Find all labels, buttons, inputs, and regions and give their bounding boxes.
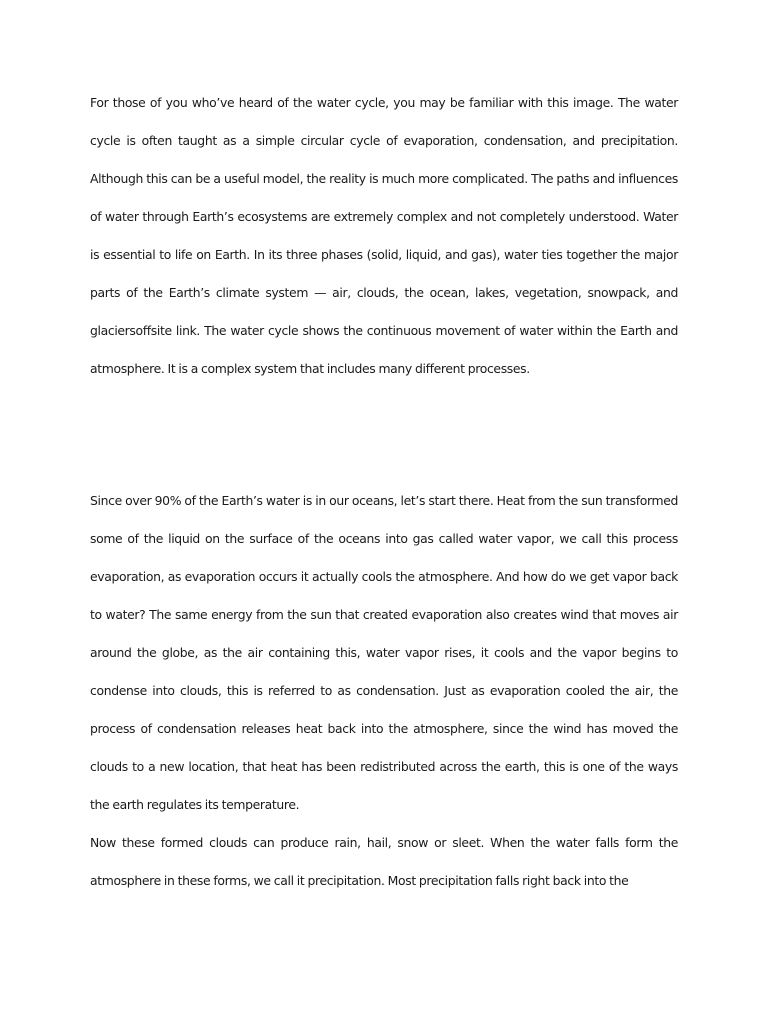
paragraph-evaporation-condensation: Since over 90% of the Earth’s water is in our oceans, let’s start there. Heat from the sun transformed some of the liquid on the surface of the oceans into gas called water vapor, we call this process evaporation, as evaporation occurs it actually cools the atmosphere. And how do we get vapor back to water? The same energy from the sun that created evaporation also creates wind that moves air around the globe, as the air containing this, water vapor rises, it cools and the vapor begins to condense into clouds, this is referred to as condensation. Just as evaporation cooled the air, the process of condensation releases heat back into the atmosphere, since the wind has moved the clouds to a new location, that heat has been redistributed across the earth, this is one of the ways the earth regulates its temperature. <box>90 493 678 812</box>
paragraph-precipitation: Now these formed clouds can produce rain, hail, snow or sleet. When the water falls form the atmosphere in these forms, we call it precipitation. Most precipitation falls right back into the <box>90 835 678 888</box>
paragraph-water-cycle-intro: For those of you who’ve heard of the water cycle, you may be familiar with this image. The water cycle is often taught as a simple circular cycle of evaporation, condensation, and precipitation. Although this can be a useful model, the reality is much more complicated. The paths and influences of water through Earth’s ecosystems are extremely complex and not completely understood. Water is essential to life on Earth. In its three phases (solid, liquid, and gas), water ties together the major parts of the Earth’s climate system — air, clouds, the ocean, lakes, vegetation, snowpack, and glaciersoffsite link. The water cycle shows the continuous movement of water within the Earth and atmosphere. It is a complex system that includes many different processes. <box>90 95 678 376</box>
